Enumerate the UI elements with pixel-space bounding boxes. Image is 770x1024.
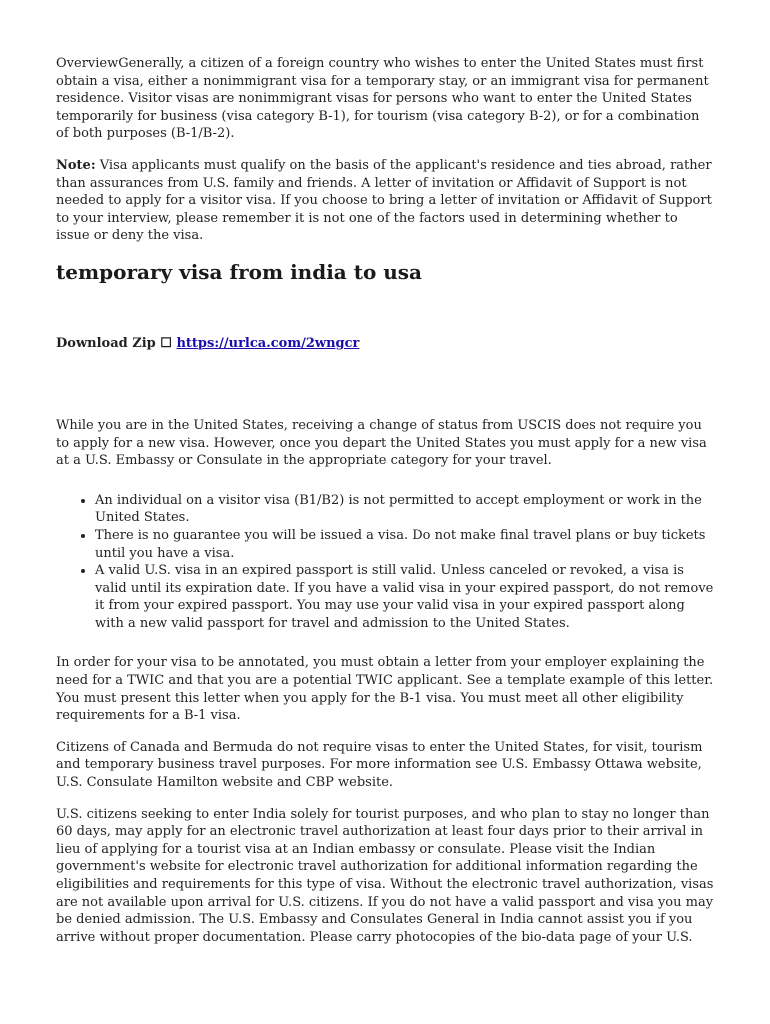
status-change-paragraph: While you are in the United States, receiving a change of status from USCIS does not require you to apply for a new visa. However, once you depart the United States you must apply for a new visa at a U.S. Embassy or Consulate in the appropriate category for your travel. xyxy=(56,417,707,469)
canada-bermuda-paragraph: Citizens of Canada and Bermuda do not require visas to enter the United States, for visit, tourism and temporary business travel purposes. For more information see U.S. Embassy Ottawa website, U.S. Consulate Hamilton website and CBP website. xyxy=(56,739,703,791)
visa-rules-list xyxy=(56,492,714,633)
india-travel-paragraph: U.S. citizens seeking to enter India solely for tourist purposes, and who plan to stay no longer than 60 days, may apply for an electronic travel authorization at least four days prior to their arrival in lieu of applying for a tourist visa at an Indian embassy or consulate. Please visit the Indian government's website for electronic travel authorization for additional information regarding the eligibilities and requirements for this type of visa. Without the electronic travel authorization, visas are not available upon arrival for U.S. citizens. If you do not have a valid passport and visa you may be denied admission. The U.S. Embassy and Consulates General in India cannot assist you if you arrive without proper documentation. Please carry photocopies of the bio-data page of your U.S. xyxy=(56,806,714,945)
download-link[interactable]: https://urlca.com/2wngcr xyxy=(176,335,360,351)
twic-paragraph: In order for your visa to be annotated, you must obtain a letter from your employer explaining the need for a TWIC and that you are a potential TWIC applicant. See a template example of this letter. You must present this letter when you apply for the B-1 visa. You must meet all other eligibility requirements for a B-1 visa. xyxy=(56,655,714,724)
download-line xyxy=(56,335,714,353)
download-label: Download Zip ☐ xyxy=(56,335,177,351)
note-label: Note: xyxy=(56,157,96,173)
page-title: temporary visa from india to usa xyxy=(56,259,423,284)
list-item: • There is no guarantee you will be issued a visa. Do not make final travel plans or buy tickets until you have a visa. xyxy=(95,527,714,562)
note-text: Visa applicants must qualify on the basis of the applicant's residence and ties abroad, rather than assurances from U.S. family and friends. A letter of invitation or Affidavit of Support is not needed to apply for a visitor visa. If you choose to bring a letter of invitation or Affidavit of Support to your interview, please remember it is not one of the factors used in determining whether to issue or deny the visa. xyxy=(56,157,712,244)
overview-paragraph: OverviewGenerally, a citizen of a foreign country who wishes to enter the United States must first obtain a visa, either a nonimmigrant visa for a temporary stay, or an immigrant visa for permanent residence. Visitor visas are nonimmigrant visas for persons who want to enter the United States temporarily for business (visa category B-1), for tourism (visa category B-2), or for a combination of both purposes (B-1/B-2). xyxy=(56,56,709,142)
list-item: • An individual on a visitor visa (B1/B2) is not permitted to accept employment or work in the United States. xyxy=(95,492,714,527)
list-item: • A valid U.S. visa in an expired passport is still valid. Unless canceled or revoked, a visa is valid until its expiration date. If you have a valid visa in your expired passport, do not remove it from your expired passport. You may use your valid visa in your expired passport along with a new valid passport for travel and admission to the United States. xyxy=(95,562,714,632)
note-paragraph xyxy=(56,157,714,245)
